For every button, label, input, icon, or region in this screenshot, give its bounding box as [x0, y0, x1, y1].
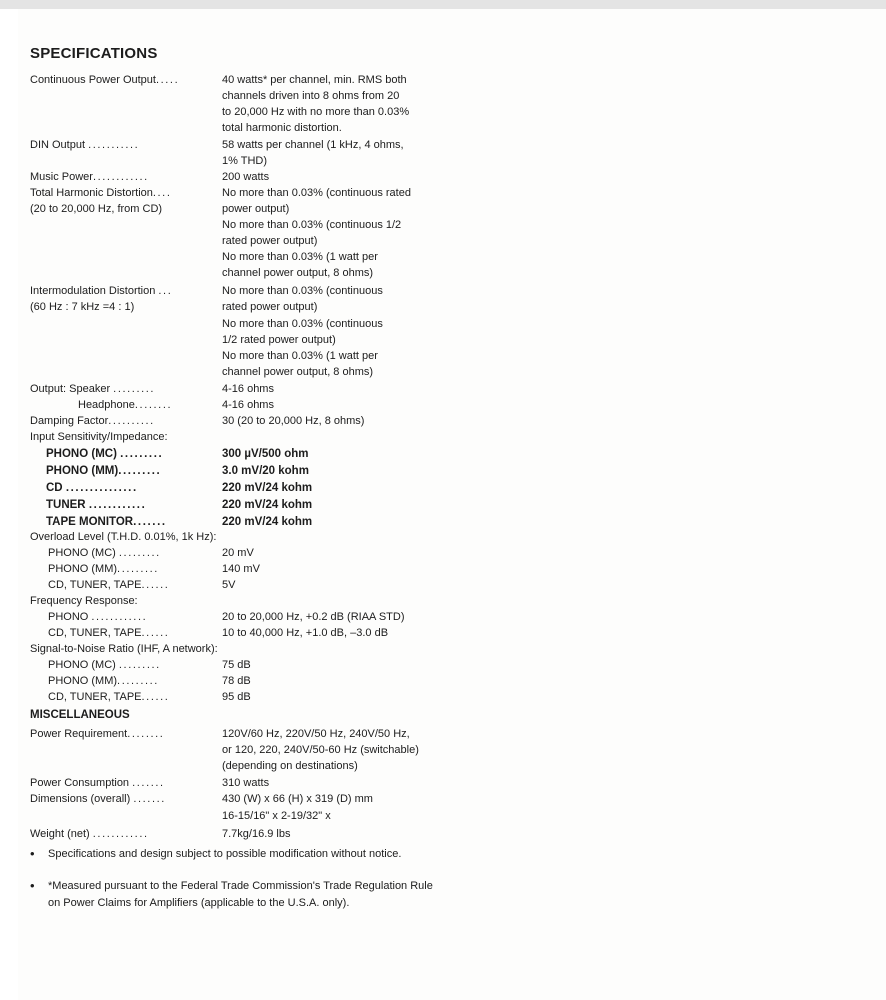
spec-label: Power Requirement........	[30, 728, 165, 740]
spec-value: No more than 0.03% (continuous rated	[222, 187, 411, 199]
spec-value-line: total harmonic distortion.	[222, 122, 342, 134]
spec-label: CD, TUNER, TAPE......	[48, 627, 170, 639]
spec-value: 4-16 ohms	[222, 399, 274, 411]
spec-label: PHONO (MM).........	[48, 563, 159, 575]
note-item	[30, 846, 470, 880]
spec-label: Music Power............	[30, 171, 149, 183]
spec-value-line: (depending on destinations)	[222, 760, 358, 772]
spec-label: DIN Output ...........	[30, 139, 140, 151]
spec-value: 7.7kg/16.9 lbs	[222, 828, 291, 840]
spec-label: TAPE MONITOR.......	[46, 516, 167, 528]
spec-value: 20 mV	[222, 547, 254, 559]
spec-value-line: No more than 0.03% (continuous	[222, 318, 383, 330]
spec-label: Output: Speaker .........	[30, 383, 156, 395]
spec-value-line: to 20,000 Hz with no more than 0.03%	[222, 106, 410, 118]
spec-label: PHONO (MC) .........	[48, 547, 161, 559]
spec-value: 300 µV/500 ohm	[222, 448, 309, 460]
spec-value: 310 watts	[222, 777, 270, 789]
spec-value: 78 dB	[222, 675, 251, 687]
spec-label: PHONO (MC) .........	[46, 448, 164, 460]
spec-value: 40 watts* per channel, min. RMS both	[222, 74, 407, 86]
spec-value-line: channels driven into 8 ohms from 20	[222, 90, 400, 102]
spec-value: 120V/60 Hz, 220V/50 Hz, 240V/50 Hz,	[222, 728, 410, 740]
spec-value-line: 1/2 rated power output)	[222, 334, 336, 346]
spec-label: Dimensions (overall) .......	[30, 793, 166, 805]
spec-value: 10 to 40,000 Hz, +1.0 dB, –3.0 dB	[222, 627, 389, 639]
spec-value: 95 dB	[222, 691, 251, 703]
spec-value: 75 dB	[222, 659, 251, 671]
spec-value: 30 (20 to 20,000 Hz, 8 ohms)	[222, 415, 365, 427]
spec-value: 430 (W) x 66 (H) x 319 (D) mm	[222, 793, 373, 805]
spec-value-line: No more than 0.03% (1 watt per	[222, 350, 378, 362]
spec-value-line: power output)	[222, 203, 290, 215]
spec-value-line: channel power output, 8 ohms)	[222, 366, 374, 378]
note-text: Specifications and design subject to possible modification without notice.	[48, 848, 402, 860]
spec-label: CD ...............	[46, 482, 138, 494]
note-item	[30, 878, 470, 930]
spec-value: 200 watts	[222, 171, 270, 183]
spec-label: Power Consumption .......	[30, 777, 165, 789]
spec-label: Total Harmonic Distortion....	[30, 187, 172, 199]
spec-value-line: rated power output)	[222, 235, 318, 247]
spec-value-line: or 120, 220, 240V/50-60 Hz (switchable)	[222, 744, 419, 756]
spec-value: 220 mV/24 kohm	[222, 482, 313, 494]
spec-value-line: 1% THD)	[222, 155, 268, 167]
spec-value: 4-16 ohms	[222, 383, 274, 395]
group-heading: Signal-to-Noise Ratio (IHF, A network):	[30, 643, 218, 655]
spec-value: 20 to 20,000 Hz, +0.2 dB (RIAA STD)	[222, 611, 405, 623]
spec-label: PHONO (MM).........	[46, 465, 162, 477]
spec-value-line: 16-15/16" x 2-19/32" x	[222, 810, 331, 822]
spec-value: 220 mV/24 kohm	[222, 499, 313, 511]
bullet-icon: •	[30, 846, 35, 861]
note-text: *Measured pursuant to the Federal Trade Commission's Trade Regulation Rule on Power Claims for Amplifiers (applicable to the U.S.A. only).	[48, 880, 433, 909]
spec-value: 58 watts per channel (1 kHz, 4 ohms,	[222, 139, 404, 151]
spec-label: Weight (net) ............	[30, 828, 149, 840]
spec-label: CD, TUNER, TAPE......	[48, 579, 170, 591]
spec-value-line: rated power output)	[222, 301, 318, 313]
spec-label: PHONO ............	[48, 611, 148, 623]
spec-label: Continuous Power Output.....	[30, 74, 180, 86]
spec-value-line: channel power output, 8 ohms)	[222, 267, 374, 279]
spec-value-line: No more than 0.03% (1 watt per	[222, 251, 378, 263]
section-miscellaneous: MISCELLANEOUS	[30, 709, 130, 721]
spec-label: PHONO (MM).........	[48, 675, 159, 687]
spec-value: 5V	[222, 579, 236, 591]
group-heading: Input Sensitivity/Impedance:	[30, 431, 168, 443]
spec-label: TUNER ............	[46, 499, 147, 511]
spec-value: 140 mV	[222, 563, 260, 575]
spec-label: CD, TUNER, TAPE......	[48, 691, 170, 703]
page-title: SPECIFICATIONS	[30, 45, 158, 62]
spec-label: Headphone........	[78, 399, 173, 411]
spec-label: Damping Factor..........	[30, 415, 155, 427]
spec-value-line: No more than 0.03% (continuous 1/2	[222, 219, 402, 231]
top-border	[0, 0, 886, 9]
spec-sublabel: (60 Hz : 7 kHz =4 : 1)	[30, 301, 135, 313]
group-heading: Overload Level (T.H.D. 0.01%, 1k Hz):	[30, 531, 217, 543]
group-heading: Frequency Response:	[30, 595, 138, 607]
spec-sublabel: (20 to 20,000 Hz, from CD)	[30, 203, 163, 215]
spec-value: 3.0 mV/20 kohm	[222, 465, 309, 477]
spec-label: Intermodulation Distortion ...	[30, 285, 173, 297]
spec-label: PHONO (MC) .........	[48, 659, 161, 671]
spec-value: No more than 0.03% (continuous	[222, 285, 383, 297]
bullet-icon: •	[30, 878, 35, 893]
spec-value: 220 mV/24 kohm	[222, 516, 313, 528]
